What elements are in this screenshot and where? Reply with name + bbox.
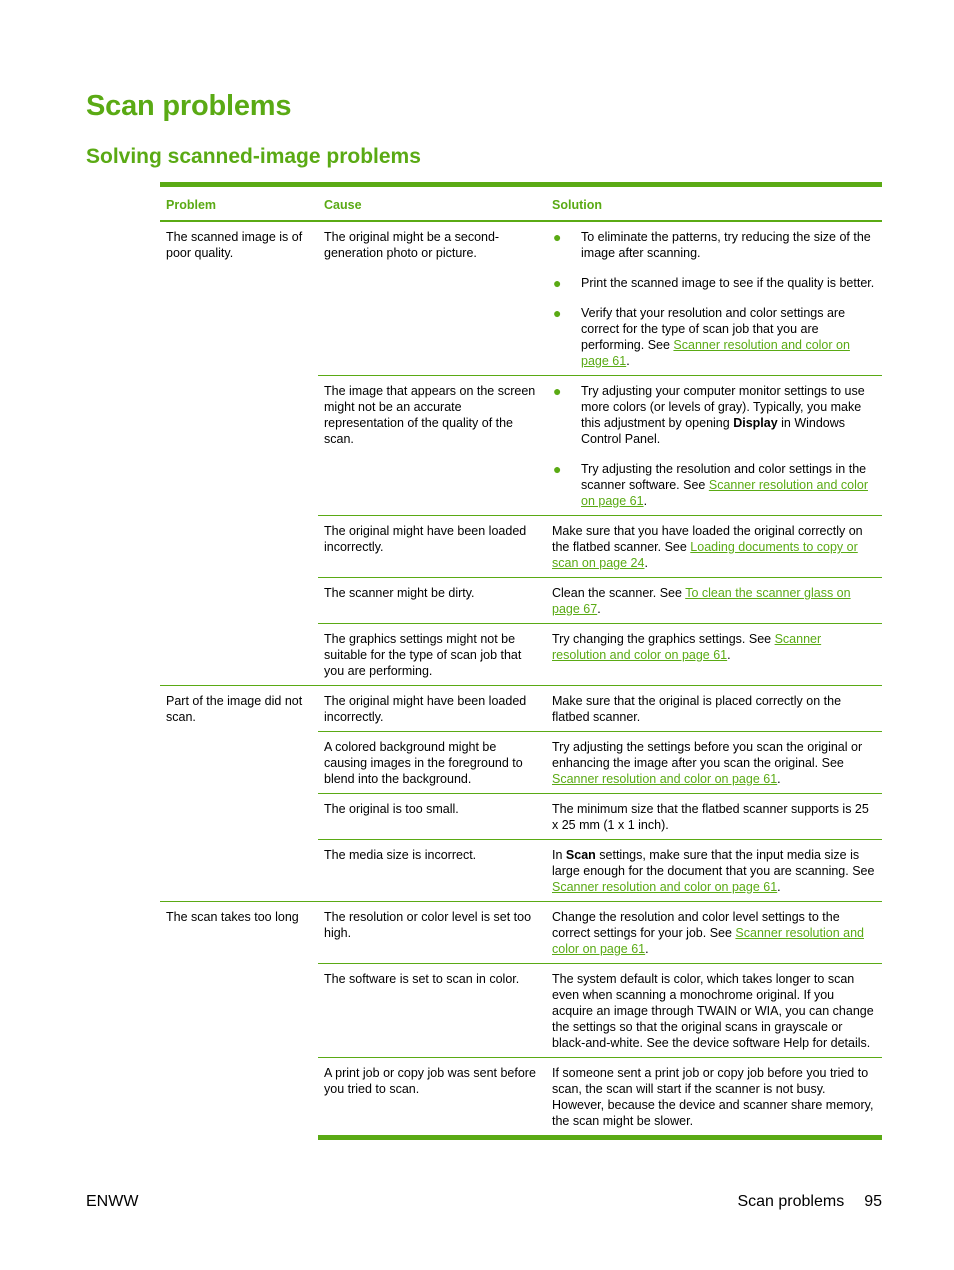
bullet-dot-icon: ● xyxy=(553,275,562,291)
solution-bullet-item xyxy=(552,461,876,509)
problem-cell: Part of the image did not scan. xyxy=(160,686,318,902)
cross-reference-link[interactable]: Scanner resolution and color on page 61 xyxy=(581,338,850,368)
solution-bullet-item xyxy=(552,229,876,261)
cause-cell: The graphics settings might not be suitable for the type of scan job that you are performing. xyxy=(318,624,546,686)
bold-term: Display xyxy=(733,416,778,430)
table-header-row xyxy=(160,185,882,222)
solution-cell xyxy=(546,840,882,902)
cross-reference-link[interactable]: Loading documents to copy or scan on page 24 xyxy=(552,540,858,570)
cross-reference-link[interactable]: Scanner resolution and color on page 61 xyxy=(552,926,864,956)
cause-cell: The scanner might be dirty. xyxy=(318,578,546,624)
solution-bullet-item xyxy=(552,383,876,447)
cause-cell: The media size is incorrect. xyxy=(318,840,546,902)
solution-cell xyxy=(546,794,882,840)
cause-cell: The resolution or color level is set too high. xyxy=(318,902,546,964)
text-segment: . xyxy=(644,556,648,570)
solution-cell xyxy=(546,578,882,624)
table-row xyxy=(160,221,882,376)
footer-page-number: 95 xyxy=(864,1193,882,1210)
text-segment: settings, make sure that the input media size is large enough for the document that you are scanning. See xyxy=(552,848,875,878)
text-segment: Try adjusting the resolution and color settings in the scanner software. See xyxy=(581,462,867,492)
solution-bullet-item xyxy=(552,275,876,291)
text-segment: . xyxy=(643,494,648,508)
cross-reference-link[interactable]: Scanner resolution and color on page 61 xyxy=(581,478,868,508)
text-segment: Make sure that the original is placed correctly on the flatbed scanner. xyxy=(552,694,842,724)
problem-cell: The scanned image is of poor quality. xyxy=(160,221,318,686)
bold-term: Scan xyxy=(565,848,596,862)
table-row xyxy=(160,686,882,732)
page-title: Scan problems xyxy=(86,90,292,122)
table-body xyxy=(160,221,882,1138)
text-segment: To eliminate the patterns, try reducing the size of the image after scanning. xyxy=(581,230,871,260)
solution-bullet-item xyxy=(552,305,876,369)
text-segment: Try adjusting your computer monitor settings to use more colors (or levels of gray). Typically, you make this adjustment by opening xyxy=(581,384,865,430)
solution-cell xyxy=(546,902,882,964)
table-row xyxy=(160,902,882,964)
text-segment: . xyxy=(777,880,781,894)
problem-cell: The scan takes too long xyxy=(166,910,299,924)
solution-cell xyxy=(546,516,882,578)
solution-cell xyxy=(546,964,882,1058)
text-segment: The minimum size that the flatbed scanner supports is 25 x 25 mm (1 x 1 inch). xyxy=(552,802,869,832)
text-segment: in Windows Control Panel. xyxy=(581,416,846,446)
cause-cell: The original might have been loaded incorrectly. xyxy=(318,516,546,578)
bullet-dot-icon: ● xyxy=(553,461,562,477)
header-cause: Cause xyxy=(318,185,546,222)
text-segment: Try adjusting the settings before you scan the original or enhancing the image after you scan the original. See xyxy=(552,740,863,770)
text-segment: Change the resolution and color level settings to the correct settings for your job. See xyxy=(552,910,840,940)
section-title: Solving scanned-image problems xyxy=(86,145,421,168)
solution-cell xyxy=(546,1058,882,1138)
solution-cell xyxy=(546,732,882,794)
scan-problems-table-container xyxy=(160,182,882,1140)
solution-cell xyxy=(546,686,882,732)
cross-reference-link[interactable]: Scanner resolution and color on page 61 xyxy=(552,632,822,662)
text-segment: . xyxy=(777,772,781,786)
cross-reference-link[interactable]: Scanner resolution and color on page 61 xyxy=(552,880,778,894)
cross-reference-link[interactable]: To clean the scanner glass on page 67 xyxy=(552,586,851,616)
header-solution: Solution xyxy=(546,185,882,222)
text-segment: The system default is color, which takes longer to scan even when scanning a monochrome original. If you acquire an image through TWAIN or WIA, you can change the settings so that the original scans in grayscale or black-and-white. See the device software Help for details. xyxy=(552,972,874,1050)
footer-section: Scan problems xyxy=(737,1193,845,1210)
bullet-dot-icon: ● xyxy=(553,305,562,321)
solution-cell xyxy=(546,376,882,516)
text-segment: Make sure that you have loaded the original correctly on the flatbed scanner. See xyxy=(552,524,863,554)
text-segment: . xyxy=(727,648,731,662)
solution-bullet-list xyxy=(552,229,876,369)
cause-cell: A colored background might be causing images in the foreground to blend into the background. xyxy=(318,732,546,794)
cross-reference-link[interactable]: Scanner resolution and color on page 61 xyxy=(552,772,778,786)
text-segment: . xyxy=(626,354,630,368)
solution-cell xyxy=(546,221,882,376)
scan-problems-table xyxy=(160,182,882,1140)
text-segment: . xyxy=(597,602,601,616)
footer-left: ENWW xyxy=(86,1193,139,1210)
text-segment: Clean the scanner. See xyxy=(552,586,686,600)
cause-cell: The original might have been loaded incorrectly. xyxy=(318,686,546,732)
bullet-dot-icon: ● xyxy=(553,383,562,399)
text-segment: Verify that your resolution and color settings are correct for the type of scan job that you are performing. See xyxy=(581,306,846,352)
cause-cell: The software is set to scan in color. xyxy=(318,964,546,1058)
header-problem: Problem xyxy=(160,185,318,222)
text-segment: If someone sent a print job or copy job before you tried to scan, the scan will start if the scanner is not busy. However, because the device and scanner share memory, the scan might be slower. xyxy=(552,1066,874,1128)
footer-right xyxy=(737,1193,882,1211)
cause-cell: The original might be a second-generation photo or picture. xyxy=(318,221,546,376)
text-segment: Print the scanned image to see if the quality is better. xyxy=(581,276,875,290)
bullet-dot-icon: ● xyxy=(553,229,562,245)
text-segment: Try changing the graphics settings. See xyxy=(552,632,775,646)
cause-cell: The image that appears on the screen might not be an accurate representation of the quality of the scan. xyxy=(318,376,546,516)
solution-cell xyxy=(546,624,882,686)
cause-cell: A print job or copy job was sent before you tried to scan. xyxy=(318,1058,546,1138)
text-segment: . xyxy=(645,942,649,956)
solution-bullet-list xyxy=(552,383,876,509)
cause-cell: The original is too small. xyxy=(318,794,546,840)
text-segment: In xyxy=(552,848,566,862)
